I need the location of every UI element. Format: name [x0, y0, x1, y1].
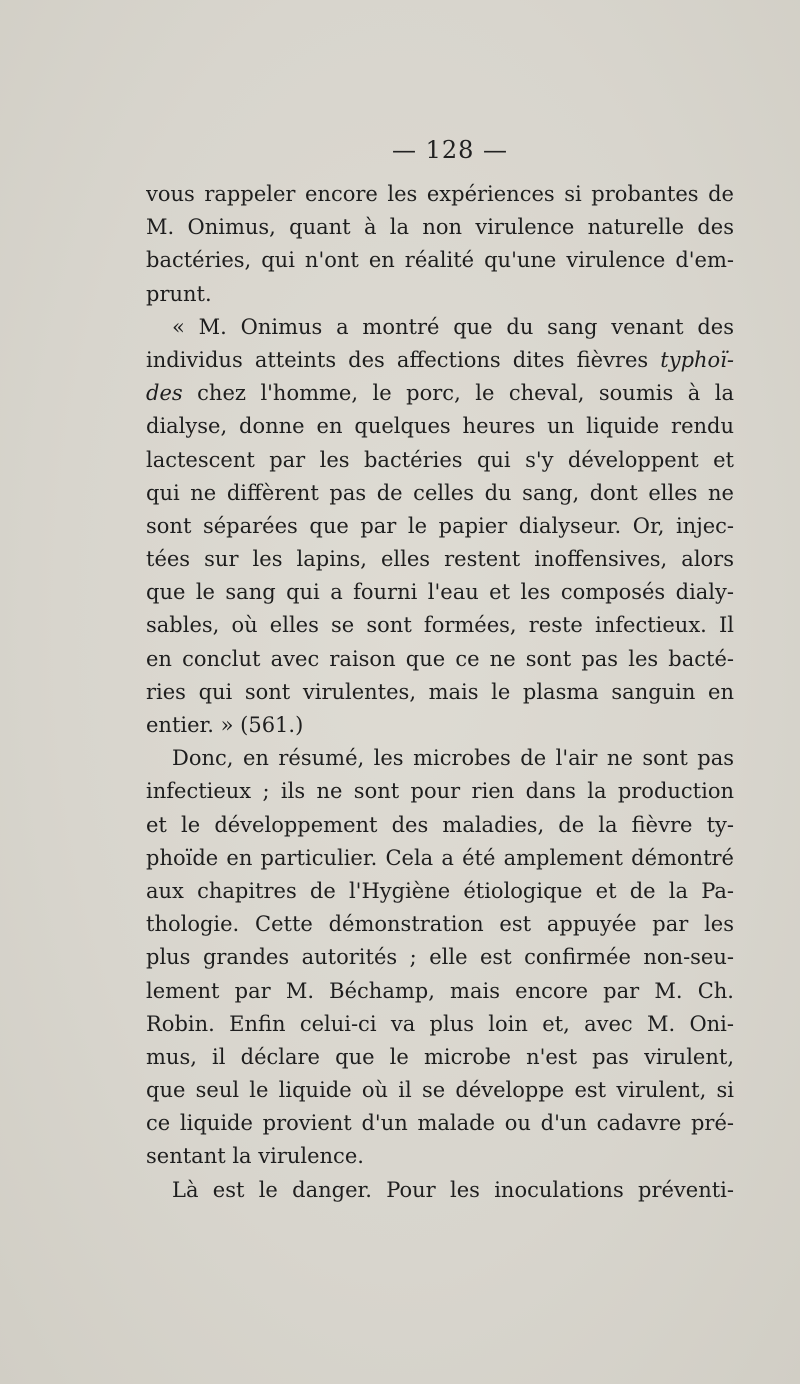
- text-line: aux chapitres de l'Hygiène étiologique et de la Pa-: [146, 878, 734, 903]
- text-line: que seul le liquide où il se développe est virulent, si: [146, 1078, 734, 1103]
- text-line: phoïde en particulier. Cela a été amplement démontré: [146, 845, 734, 870]
- text-line: que le sang qui a fourni l'eau et les composés dialy-: [146, 580, 734, 605]
- text-line: M. Onimus, quant à la non virulence naturelle des: [146, 215, 734, 240]
- text-line: [146, 377, 734, 410]
- text-line: qui ne diffèrent pas de celles du sang, dont elles ne: [146, 480, 734, 505]
- text-line: en conclut avec raison que ce ne sont pas les bacté-: [146, 646, 734, 671]
- text-line: tées sur les lapins, elles restent inoffensives, alors: [146, 547, 734, 572]
- text-fragment: individus atteints des affections dites fièvres: [146, 347, 661, 372]
- text-line: prunt.: [146, 281, 212, 306]
- text-line: lement par M. Béchamp, mais encore par M. Ch.: [146, 978, 734, 1003]
- text-line: sables, où elles se sont formées, reste infectieux. Il: [146, 613, 734, 638]
- page-number: — 128 —: [391, 136, 509, 164]
- text-line: infectieux ; ils ne sont pour rien dans la production: [146, 779, 734, 804]
- text-line: lactescent par les bactéries qui s'y développent et: [146, 447, 734, 472]
- text-line: Là est le danger. Pour les inoculations préventi-: [172, 1177, 734, 1202]
- text-line: bactéries, qui n'ont en réalité qu'une virulence d'em-: [146, 248, 734, 273]
- body-text: [146, 178, 734, 1207]
- text-line: vous rappeler encore les expériences si probantes de: [146, 182, 734, 206]
- text-line: sont séparées que par le papier dialyseur. Or, injec-: [146, 513, 734, 538]
- text-line: mus, il déclare que le microbe n'est pas virulent,: [146, 1044, 734, 1069]
- text-line: [146, 344, 734, 377]
- text-line: dialyse, donne en quelques heures un liquide rendu: [146, 414, 734, 439]
- text-line: ce liquide provient d'un malade ou d'un cadavre pré-: [146, 1111, 734, 1136]
- italic-word: typhoï-: [660, 347, 734, 372]
- text-fragment: chez l'homme, le porc, le cheval, soumis à la: [182, 381, 734, 406]
- text-line: plus grandes autorités ; elle est confirmée non-seu-: [146, 945, 734, 970]
- text-line: thologie. Cette démonstration est appuyée par les: [146, 912, 734, 937]
- text-line: Donc, en résumé, les microbes de l'air ne sont pas: [172, 746, 734, 771]
- text-line: Robin. Enfin celui-ci va plus loin et, avec M. Oni-: [146, 1011, 734, 1036]
- text-line: entier. » (561.): [146, 713, 304, 737]
- italic-word: des: [146, 381, 183, 406]
- text-line: « M. Onimus a montré que du sang venant des: [172, 314, 734, 339]
- text-line: ries qui sont virulentes, mais le plasma sanguin en: [146, 679, 734, 704]
- text-line: sentant la virulence.: [146, 1144, 364, 1169]
- text-line: et le développement des maladies, de la fièvre ty-: [146, 812, 734, 837]
